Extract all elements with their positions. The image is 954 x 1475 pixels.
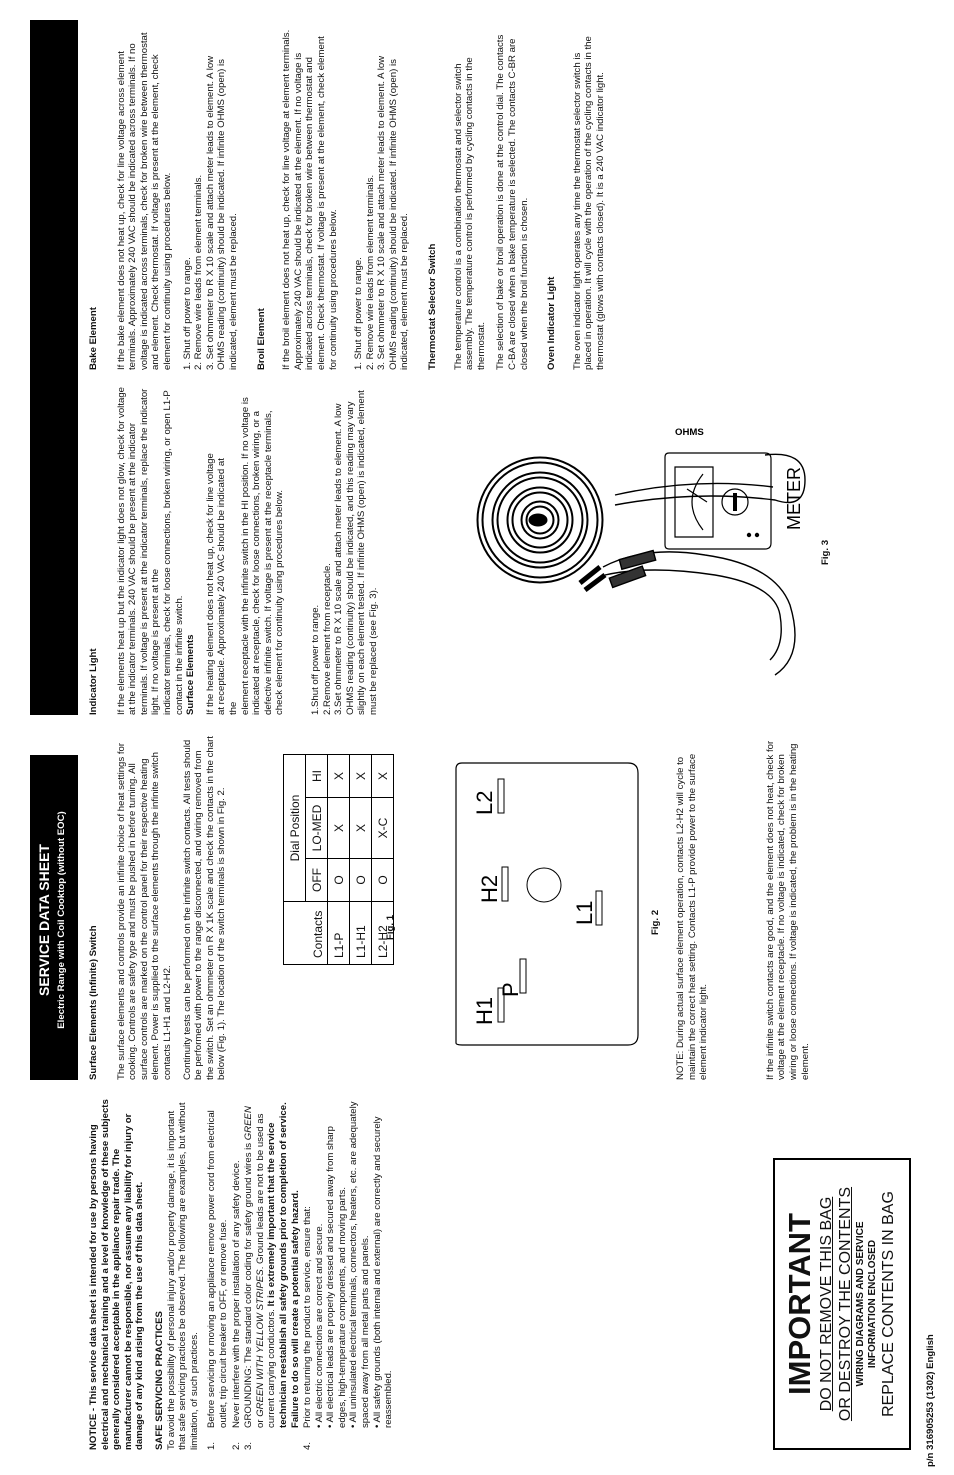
fig3-meter-element (475, 385, 815, 715)
notice-text: NOTICE - This service data sheet is intended for use by persons having electrical and mechanical training and a level of knowledge of these subjects generally considered acceptable in the appliance repair trade. The manufacturer cannot be responsible, nor assume any liability for injury or damage of any kind arising from the use of this data sheet. (88, 1099, 146, 1450)
coil-element (480, 460, 605, 590)
bake-element-heading: Bake Element (88, 307, 99, 370)
surface-elements-p2: element receptacle with the infinite switch in the HI position. If no voltage is indicated at receptacle, check for loose connections, broken wiring, or a defective infinite switch. If voltage is present at the receptacle terminals, check element for continuity using procedures below. (239, 397, 286, 715)
terminal-h2 (502, 867, 508, 901)
list-item: 2. Never interfere with the proper installation of any safety device. (230, 1160, 242, 1450)
bake-element-steps (182, 25, 240, 370)
important-box (773, 1158, 911, 1450)
table-row: L1-H1 O X X (350, 755, 372, 965)
list-item: 1. Shut off power to range. (181, 257, 193, 370)
col-header: LO-MED (306, 798, 328, 859)
fig2-label: Fig. 2 (650, 909, 661, 935)
part-number: p/n 316905253 (1302) English (925, 1334, 936, 1467)
column-safety (88, 1097, 396, 1450)
list-item: 3.Set ohmmeter to R X 10 scale and attach meter leads to element. A low OHMS reading (continuity) should be indicated, and this reading may vary slightly on each element tested. If infinite OHMS (open) is indicated, element must be replaced (see Fig. 3). (333, 390, 379, 715)
list-item: 3. Set ohmmeter to R X 10 scale and attach meter leads to element. A low OHMS reading (continuity) should be indicated. If infinite OHMS (open) is indicated, element must be replaced. (204, 55, 239, 370)
broil-element-steps (353, 25, 411, 370)
broil-element-p: If the broil element does not heat up, check for line voltage at element terminals. Approximately 240 VAC should be indicated at the element. If no voltage is indicated across terminals, check for broken wire between thermostat and element. Check thermostat. If voltage is present at the element, check element for continuity using procedures below. (281, 29, 339, 370)
infinite-switch-p1: The surface elements and controls provide an infinite choice of heat settings for cooking. Controls are safety type and must be pushed in before turning. All surface controls are marked on the control panel for their respective heating element. Power is supplied to the surface elements through the infinite switch contacts L1-H1 and L2-H2. (115, 742, 173, 1080)
terminal-label-l1: L1 (572, 900, 597, 925)
fig1-label: Fig. 1 (385, 914, 396, 940)
table-row: L1-P O X X (328, 755, 350, 965)
infinite-switch-note: NOTE: During actual surface element operation, contacts L2-H2 will cycle to maintain the correct heat setting. Contacts L1-P provide power to the surface element indicator light. (675, 753, 710, 1080)
important-line5: REPLACE CONTENTS IN BAG (880, 1191, 897, 1417)
meter-label: METER (784, 467, 804, 530)
bake-element-p: If the bake element does not heat up, check for line voltage across element terminals. Approximately 240 VAC should be indicated across terminals. If no voltage is indicated across terminals, check for broken wire between thermostat and element. Check thermostat. If voltage is present at the element, check element for continuity using procedures below. (115, 32, 173, 370)
terminal-label-h1: H1 (472, 996, 497, 1025)
surface-elements-steps (310, 385, 380, 715)
bullet-item: • All electric connections are correct and secure. (313, 1223, 325, 1428)
safety-list (206, 1097, 395, 1450)
ohms-label: OHMS (675, 427, 704, 438)
page-title: SERVICE DATA SHEET (36, 844, 52, 996)
thermostat-p2: The selection of bake or broil operation is done at the control dial. The contacts C-BA are closed when a bake temperature is selected. The contacts C-BR are closed when the broil function is chosen. (495, 34, 530, 370)
contacts-header: Contacts (284, 902, 328, 965)
infinite-switch-heading: Surface Elements (Infinite) Switch (88, 925, 99, 1080)
dial-position-header: Dial Position (284, 755, 306, 902)
column-indicator-surface (88, 385, 379, 715)
infinite-switch-p3: If the infinite switch contacts are good, and the element does not heat, check for voltage at the element receptacle. If no voltage is indicated, check for broken wiring or loose connections. If voltage is indicated, the problem is in the heating element. (764, 740, 811, 1080)
list-item: 3. GROUNDING: The standard color coding for safety ground wires is GREEN or GREEN WITH YELLOW STRIPES. Ground leads are not to be used as current carrying conductors. It is extremely important that the service technician reestablish all safety grounds prior to completion of service. Failure to do so will create a potential safety hazard. (243, 1102, 301, 1450)
infinite-switch-p2: Continuity tests can be performed on the infinite switch contacts. All tests should be performed with power to the range disconnected, and wiring removed from the switch. Set an ohmmeter on R X 1K scale and check the contacts in the chart below (Fig. 1). The location of the switch terminals is shown in Fig. 2. (181, 736, 228, 1080)
terminal-label-p: P (498, 982, 523, 997)
column-infinite-switch (88, 735, 236, 1080)
list-item: 4. Prior to returning the product to service, ensure that: • All electric connections are correct and secure. • All electrical leads are properly dressed and secured away from sharp edges, high-temperature components, and moving parts. • All uninsulated electrical terminals, connectors, heaters, etc. are adequately spaced away from all metal parts and panels. • All safety grounds (both internal and external) are correctly and securely reassembled. (302, 1097, 395, 1450)
header-bar (30, 755, 78, 1080)
important-line3: WIRING DIAGRAMS AND SERVICE (855, 1221, 866, 1387)
terminal-l2 (498, 779, 504, 813)
column-oven (88, 25, 615, 370)
fig1-table-wrap (283, 754, 394, 965)
list-item: 2. Remove wire leads from element terminals. (193, 174, 205, 370)
ohmmeter (665, 453, 771, 549)
fig2-switch-terminals (452, 755, 642, 1055)
list-item: 2.Remove element from receptacle. (321, 563, 333, 715)
switch-shaft (527, 868, 561, 902)
continuity-chart (283, 754, 394, 965)
header-bar-right (30, 20, 78, 715)
oven-indicator-p: The oven indicator light operates any time the thermostat selector switch is placed in operation. It will cycle with the operation of the cycling contacts in the thermostat (glows with contacts closed). It is a 240 VAC indicator light. (571, 36, 606, 370)
broil-element-heading: Broil Element (255, 308, 267, 370)
page-subtitle: Electric Range with Coil Cooktop (without EOC) (56, 811, 67, 1029)
list-item: 3. Set ohmmeter to R X 10 scale and attach meter leads to element. A low OHMS reading (continuity) should be indicated. If infinite OHMS (open) is indicated, element must be replaced. (376, 55, 411, 370)
test-leads (603, 454, 805, 675)
list-item: 1. Shut off power to range. (353, 257, 365, 370)
table-row: L2-H2 O X-C X (372, 755, 394, 965)
terminal-label-l2: L2 (472, 790, 497, 815)
bullet-item: • All uninsulated electrical terminals, connectors, heaters, etc. are adequately spaced away from all metal parts and panels. (348, 1101, 372, 1428)
col-header: OFF (306, 859, 328, 902)
oven-indicator-heading: Oven Indicator Light (546, 276, 558, 370)
fig3-label: Fig. 3 (820, 539, 831, 565)
thermostat-p1: The temperature control is a combination thermostat and selector switch assembly. The temperature control is performed by cycling contacts in the thermostat. (452, 57, 487, 370)
important-line2: OR DESTROY THE CONTENTS (837, 1186, 854, 1422)
surface-elements-p1: If the heating element does not heat up, check for line voltage at receptacle. Approximately 240 VAC should be indicated at the (204, 453, 239, 715)
safe-servicing-intro: To avoid the possibility of personal injury and/or property damage, it is important that safe servicing practices be observed. The following are examples, but without limitation, of such practices. (165, 1102, 200, 1450)
column-infinite-switch-notes (675, 735, 819, 1080)
thermostat-heading: Thermostat Selector Switch (427, 243, 439, 370)
safe-servicing-heading: SAFE SERVICING PRACTICES (153, 1311, 165, 1450)
list-item: 1. Before servicing or moving an appliance remove power cord from electrical outlet, trip circuit breaker to OFF, or remove fuse. (206, 1110, 229, 1450)
surface-elements-heading: Surface Elements (185, 634, 197, 715)
col-header: HI (306, 755, 328, 798)
indicator-light-p1: If the elements heat up but the indicator light does not glow, check for voltage at the indicator terminals. 240 VAC should be present at the indicator terminals. If voltage is present at the indicator terminals, replace the indicator light. If no voltage is present at the (115, 387, 162, 715)
important-line4: INFORMATION ENCLOSED (867, 1239, 878, 1369)
list-item: 2. Remove wire leads from element terminals. (364, 174, 376, 370)
important-title: IMPORTANT (782, 1213, 817, 1395)
important-line1: DO NOT REMOVE THIS BAG (818, 1196, 835, 1412)
terminal-label-h2: H2 (477, 874, 502, 903)
list-item: 1.Shut off power to range. (309, 604, 321, 715)
bullet-item: • All safety grounds (both internal and external) are correctly and securely reassembled. (371, 1116, 395, 1428)
indicator-light-p2: indicator terminals, check for loose connections, broken wiring, or open L1-P contact in the infinite switch. (161, 390, 185, 715)
indicator-light-heading: Indicator Light (88, 648, 99, 715)
bullet-item: • All electrical leads are properly dressed and secured away from sharp edges, high-temperature components, and moving parts. (325, 1126, 348, 1428)
